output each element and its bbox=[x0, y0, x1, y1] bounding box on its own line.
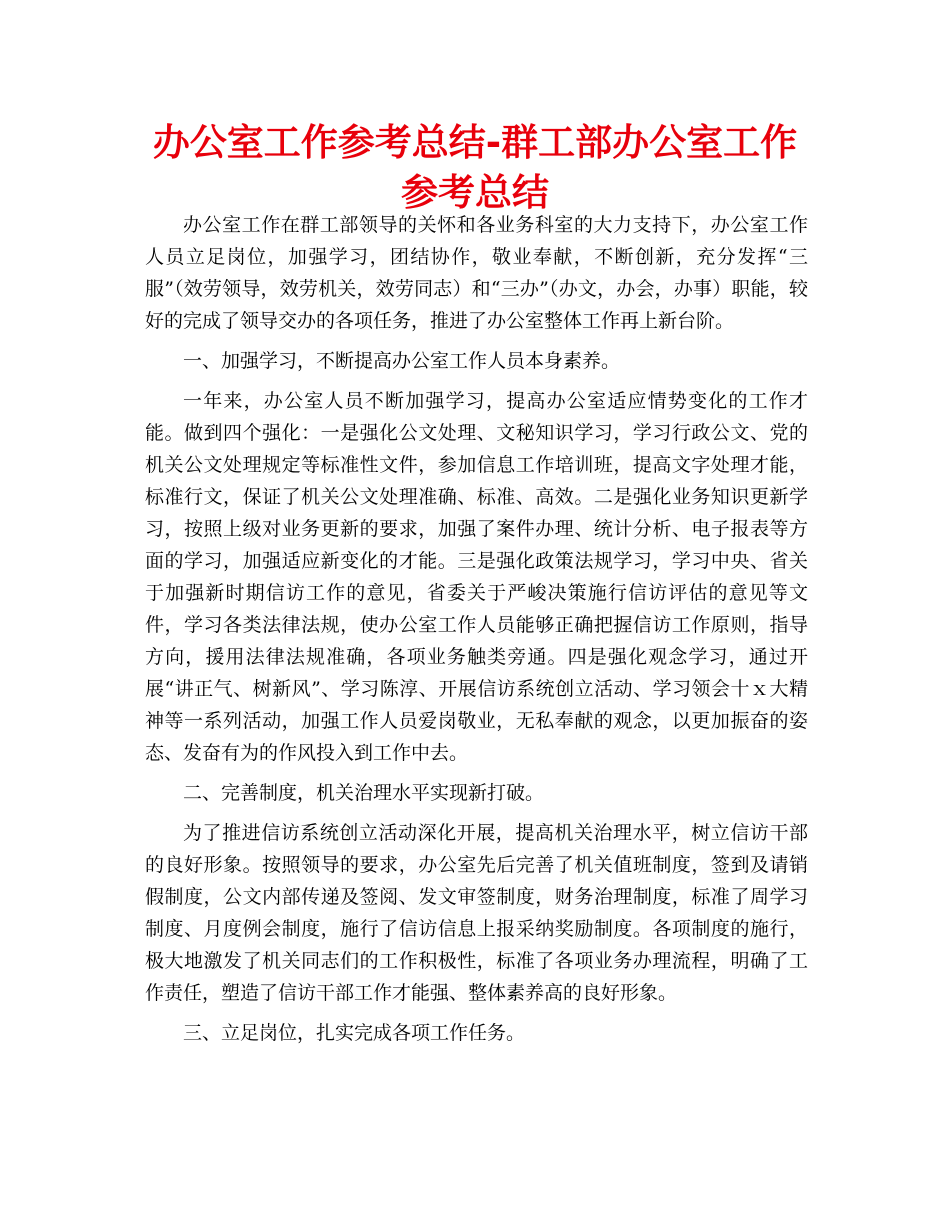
section-heading-1: 一、加强学习，不断提高办公室工作人员本身素养。 bbox=[183, 350, 621, 372]
section-heading-2: 二、完善制度，机关治理水平实现新打破。 bbox=[183, 782, 545, 804]
paragraph-intro: 办公室工作在群工部领导的关怀和各业务科室的大力支持下，办公室工作人员立足岗位，加强学习，团结协作，敬业奉献，不断创新，充分发挥“三服”（效劳领导，效劳机关，效劳同志）和“三办”（办文，办会，办事）职能，较好的完成了领导交办的各项任务，推进了办公室整体工作再上新台阶。 bbox=[145, 214, 808, 332]
document-title: 办公室工作参考总结-群工部办公室工作参考总结 bbox=[152, 121, 798, 214]
paragraph-section-1: 一年来，办公室人员不断加强学习，提高办公室适应情势变化的工作才能。做到四个强化：一是强化公文处理、文秘知识学习，学习行政公文、党的机关公文处理规定等标准性文件，参加信息工作培训班，提高文字处理才能，标准行文，保证了机关公文处理准确、标准、高效。二是强化业务知识更新学习，按照上级对业务更新的要求，加强了案件办理、统计分析、电子报表等方面的学习，加强适应新变化的才能。三是强化政策法规学习，学习中央、省关于加强新时期信访工作的意见，省委关于严峻决策施行信访评估的意见等文件，学习各类法律法规，使办公室工作人员能够正确把握信访工作原则，指导方向，援用法律法规准确，各项业务触类旁通。四是强化观念学习，通过开展“讲正气、树新风”、学习陈淳、开展信访系统创立活动、学习领会十ｘ大精神等一系列活动，加强工作人员爱岗敬业，无私奉献的观念，以更加振奋的姿态、发奋有为的作风投入到工作中去。 bbox=[145, 390, 808, 764]
section-heading-3: 三、立足岗位，扎实完成各项工作任务。 bbox=[183, 1022, 526, 1044]
paragraph-section-2: 为了推进信访系统创立活动深化开展，提高机关治理水平，树立信访干部的良好形象。按照领导的要求，办公室先后完善了机关值班制度，签到及请销假制度，公文内部传递及签阅、发文审签制度，财务治理制度，标准了周学习制度、月度例会制度，施行了信访信息上报采纳奖励制度。各项制度的施行，极大地激发了机关同志们的工作积极性，标准了各项业务办理流程，明确了工作责任，塑造了信访干部工作才能强、整体素养高的良好形象。 bbox=[145, 822, 808, 1004]
document-body bbox=[145, 209, 808, 1057]
